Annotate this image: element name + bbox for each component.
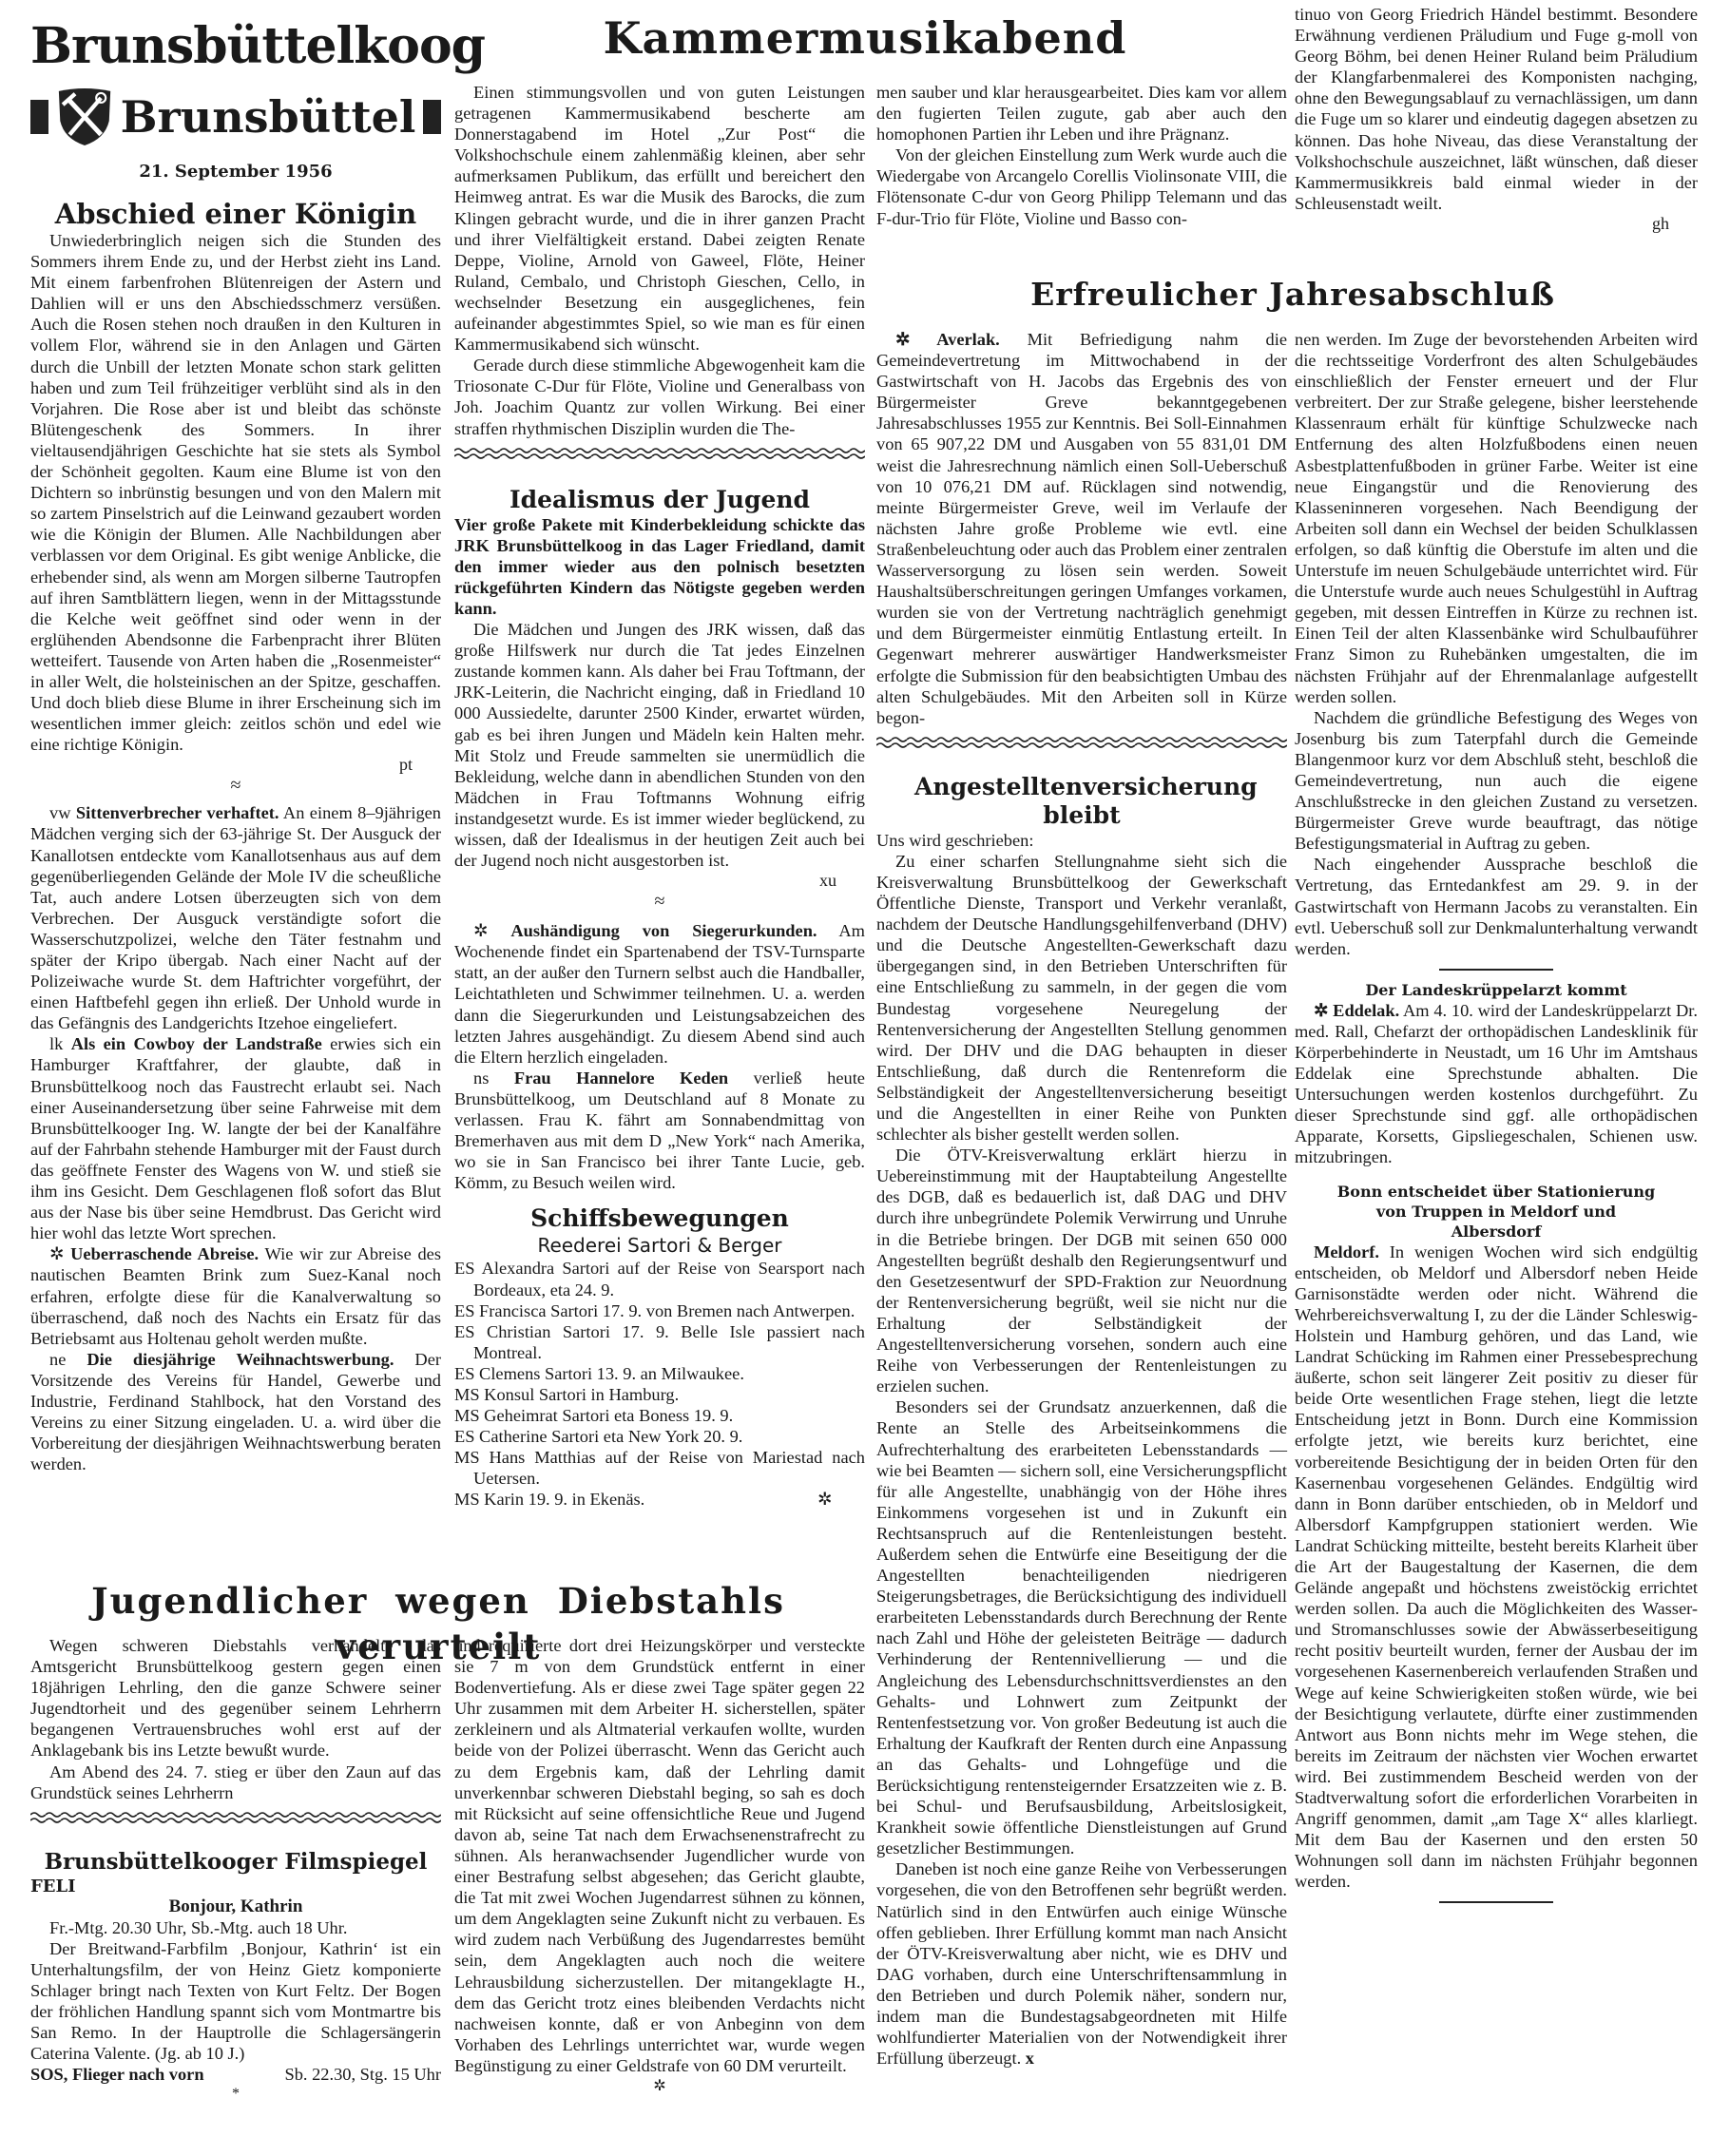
paragraph: nen werden. Im Zuge der bevorstehenden Arbeiten wird die rechtsseitige Vorderfront des alten Schulgebäudes einschließlich der Fenster erneuert und der Flur verbreitert. Der zur Straße gelegene, bisher leerstehende Klassenraum erhält für künftige Schulzwecke nach Entfernung des alten Holzfußbodens einen neuen Asbestplattenfußboden in grüner Farbe. Weiter ist eine neue Eingangstür und die Renovierung des Klasseninneren vorgesehen. Nach Beendigung der Arbeiten soll dann ein Wechsel der beiden Schulklassen erfolgen, so daß künftig die Oberstufe im alten und die Unterstufe im neuen Schulgebäude unterrichtet wird. Für die Unterstufe wurde auch neues Schulgestühl in Auftrag gegeben, mit dessen Eintreffen in Kürze zu rechnen ist. Einen Teil der alten Klassenbänke wird Schulbauführer Franz Simon zu Ruhebänken umgestalten, die im nächsten Frühjahr auf der Ehrenmalanlage aufgestellt werden sollen. — [1295, 330, 1698, 706]
paragraph: Von der gleichen Einstellung zum Werk wurde auch die Wiedergabe von Arcangelo Corellis Violinsonate VIII, die Flötensonate C-dur von Georg Philipp Telemann und das F-dur-Trio für Flöte, Violine und Basso con- — [876, 145, 1287, 228]
headline: Angestelltenversicherung bleibt — [914, 772, 1258, 829]
second-film: SOS, Flieger nach vorn Sb. 22.30, Stg. 15 Uhr — [30, 2065, 441, 2085]
signature: xu — [819, 871, 836, 891]
separator: ≈ — [230, 775, 241, 797]
headline: Kammermusikabend — [603, 12, 1127, 64]
paragraph: Die Mädchen und Jungen des JRK wissen, daß das große Hilfswerk nur durch die Tat jedes Einzelnen zustande kommen kann. Als daher bei Frau Toftmann, der JRK-Leiterin, die Nachricht einging, daß in Friedland 10 000 Aussiedelte, darunter 2500 Kinder, erwartet würden, gab es bei ihren Jungen und Mädeln kein Halten mehr. Mit Stolz und Freude sammelten sie unermüdlich die Bekleidung, welche dann in abendlichen Stunden von den Mädchen in Frau Toftmanns Wohnung eifrig instandgesetzt wurde. Es ist immer wieder beglückend, zu wissen, daß der Idealismus in der heutigen Zeit auch bei der Jugend noch nicht ausgestorben ist. — [454, 620, 865, 871]
ship-item: MS Konsul Sartori in Hamburg. — [454, 1384, 680, 1404]
signature: pt — [398, 755, 413, 775]
end-mark: ✲ — [653, 2077, 666, 2094]
separator: ≈ — [654, 891, 665, 913]
ship-item: ES Alexandra Sartori auf der Reise von Searsport nach Bordeaux, eta 24. 9. — [454, 1259, 865, 1299]
article-jugend-part2 — [454, 1635, 865, 2095]
paragraph: Gerade durch diese stimmliche Abgewogenheit kam die Triosonate C-Dur für Flöte, Violine und Generalbass von Joh. Joachim Quantz zur vollen Wirkung. Bei einer straffen rhythmischen Disziplin wurden die The- — [454, 356, 865, 438]
ship-item: ES Clemens Sartori 13. 9. an Milwaukee. — [454, 1363, 744, 1383]
paragraph: ✲ Eddelak. Am 4. 10. wird der Landeskrüppelarzt Dr. med. Rall, Chefarzt der orthopädischen Landesklinik für Körperbehinderte in Neustadt, um 16 Uhr im Amtshaus Eddelak eine Sprechstunde abhalten. Die Untersuchungen werden kostenlos durchgeführt. Zu dieser Sprechstunde sind ggf. alle orthopädischen Apparate, Korsetts, Gipsliegeschalen, Schienen usw. mitzubringen. — [1295, 1000, 1698, 1167]
paragraph: Meldorf. In wenigen Wochen wird sich endgültig entscheiden, ob Meldorf und Albersdorf neben Heide Garnisonstädte werden oder nicht. Während die Wehrbereichsverwaltung I, zu der die Länder Schleswig-Holstein und Hamburg gehören, und das Land, wie Landrat Schücking im Rahmen einer Pressebesprechung äußerte, schon seit längerer Zeit positiv zu dieser für beide Orte wesentlichen Frage stehen, liegt die letzte Entscheidung jetzt in Bonn. Durch eine Kommission erfolgte jetzt, wie bereits kurz berichtet, eine vorbereitende Besichtigung der in beiden Orten für den Kasernenbau vorgesehenen Geländes. Endgültig wird dann in Bonn darüber entschieden, ob in Meldorf und Albersdorf Kampfgruppen stationiert werden. Wie Landrat Schücking mitteilte, besteht bereits Klarheit über die Art der Baugestaltung der Kasernen, die dem Gelände angepaßt und höchstens zweistöckig errichtet werden sollen. Da auch die Möglichkeiten des Wasser- und Stromanschlusses sowie der Abwässerbeseitigung recht positiv beurteilt wurden, ferner der Ausbau der im vorgesehenen Kasernenbereich verlaufenden Straßen und Wege auf keine Schwierigkeiten stoßen würde, wie bei der Besichtigung verlautete, dürfte einer zustimmenden Antwort aus Bonn nichts mehr im Wege stehen, die bereits im Zeitraum der nächsten vier Wochen erwartet wird. Bei zustimmendem Bescheid werden von der Stadtverwaltung sofort die erforderlichen Vorarbeiten in Angriff genommen, damit „am Tage X“ alles klarliegt. Mit dem Bau der Kasernen und den ersten 50 Wohnungen soll dann im nächsten Frühjahr begonnen werden. — [1295, 1242, 1698, 1892]
subheadline: Reederei Sartori & Berger — [537, 1234, 782, 1258]
article-angestellten — [876, 773, 1287, 2069]
film-title: Bonjour, Kathrin — [168, 1896, 303, 1916]
column-2 — [454, 82, 865, 1511]
article-filmspiegel — [30, 1848, 441, 2103]
paragraph: Wegen schweren Diebstahls verhandelte das Amtsgericht Brunsbüttelkoog gestern gegen einen 18jährigen Lehrling, den die ganze Schwere seiner Jugendtorheit und des gegenüber seinem Lehrherrn begangenen Vertrauensbruches wohl erst auf der Anklagebank bis ins Letzte bewußt wurde. — [30, 1636, 441, 1761]
signature: x — [1025, 2049, 1034, 2069]
jahres-headline-block — [951, 274, 1635, 316]
column-4 — [1295, 329, 1698, 1913]
showtimes: Fr.-Mtg. 20.30 Uhr, Sb.-Mtg. auch 18 Uhr. — [49, 1917, 348, 1937]
intro: Uns wird geschrieben: — [876, 830, 1034, 850]
wavy-separator — [876, 736, 1287, 749]
headline: Der Landeskrüppelarzt kommt — [1365, 980, 1627, 999]
film-description: Der Breitwand-Farbfilm ‚Bonjour, Kathrin‘ ist ein Unterhaltungsfilm, der von Heinz Gietz komponierte Schlager bringt nach Texten von Kurt Feltz. Der Bogen der fröhlichen Handlung spannt sich vom Montmartre bis San Remo. In der Hauptrolle die Schlagersängerin Caterina Valente. (Jg. ab 10 J.) — [30, 1938, 441, 2064]
banner-right — [423, 100, 441, 134]
article-kammer-part2 — [876, 82, 1287, 229]
paragraph: Einen stimmungsvollen und von guten Leistungen getragenen Kammermusikabend bescherte am Donnerstagabend im Hotel „Zur Post“ die Volkshochschule einem zahlenmäßig kleinen, aber sehr aufmerksamen Publikum, das erfüllt und bereichert den Heimweg antrat. Es war die Musik des Barocks, die zum Klingen gebracht wurde, und die in ihrer ganzen Pracht und ihrer Vielfältigkeit erstand. Dabei zeigten Renate Deppe, Violine, Arnold von Gaweel, Flöte, Heiner Ruland, Cembalo, und Christoph Gieschen, Cello, in wechselnder Besetzung ein ausgeglichenes, fein aufeinander abgestimmtes Spiel, so wie man es für einen Kammermusikabend sich wünscht. — [454, 83, 865, 355]
headline: Erfreulicher Jahresabschluß — [1030, 276, 1555, 313]
article-jugend-part1 — [30, 1635, 441, 2103]
article-bonn — [1295, 1182, 1698, 1904]
headline: Abschied einer Königin — [54, 198, 417, 230]
briefs — [454, 920, 865, 1193]
divider — [1439, 969, 1553, 971]
news-item: vw Sittenverbrecher verhaftet. An einem 8–9jährigen Mädchen verging sich der 63-jährige St. Der Ausguck der Kanallotsen entdeckte vom Kanallotsenhaus aus auf dem gegenüberliegenden Gelände der Mole IV die scheußliche Tat, auch andere Lotsen überzeugten sich von dem Verbrechen. Der Ausguck verständigte sofort die Wasserschutzpolizei, welche den Täter festnahm und später der Kripo übergab. Nach einer Nacht auf der Polizeiwache wurde St. dem Haftrichter vorgeführt, der einen Haftbefehl gegen ihn erließ. Der Unhold wurde in das Gefängnis des Landgerichts Itzehoe eingeliefert. — [30, 803, 442, 1033]
news-item: ✲ Ueberraschende Abreise. Wie wir zur Abreise des nautischen Beamten Brink zum Suez-Kanal noch erfahren, erfolgte diese für die Kanalverwaltung so überraschend, daß noch des Nachts ein Ersatz für das Betriebsamt aus Holtenau geholt werden mußte. — [30, 1244, 441, 1348]
article-idealismus — [454, 486, 865, 914]
headline: Schiffsbewegungen — [530, 1204, 789, 1233]
signature: gh — [1652, 213, 1669, 233]
paragraph: Besonders sei der Grundsatz anzuerkennen, daß die Rente an Stelle des Arbeitseinkommens die Aufrechterhaltung des erarbeiteten Lebensstandards — wie bei Beamten — sichern soll, eine Versicherungspflicht für alle Angestellte, unabhängig von der Höhe ihres Einkommens vorgesehen ist und in Zukunft ein Rechtsanspruch auf die Rentenleistungen besteht. Außerdem sehen die Entwürfe eine Beseitigung der die Angestellten benachteiligenden niedrigeren Steigerungsbetrages, die Berücksichtigung des individuell erarbeiteten Lebensstandards durch Berechnung der Rente nach Zahl und Höhe der geleisteten Beiträge — dadurch Verhinderung der Rentennivellierung — und die Angleichung des Lebensdurchschnittsverdienstes an den Gehalts- und Lohnwert zum Zeitpunkt der Rentenfestsetzung vor. Von großer Bedeutung ist auch die Erhaltung der Kaufkraft der Renten durch eine Anpassung an das Gehalts- und Lohngefüge und die Berücksichtigung rentensteigernder Ersatzzeiten wie z. B. bei Schul- und Berufsausbildung, Arbeitslosigkeit, Krankheit sowie öffentliche Dienstleistungen auf Grund gesetzlicher Bestimmungen. — [876, 1397, 1287, 1858]
article-landeskrueppelarzt — [1295, 980, 1698, 1168]
news-item: ne Die diesjährige Weihnachtswerbung. Der Vorsitzende des Vereins für Handel, Gewerbe und Industrie, Ferdinand Stahlbock, hat den Vorstand des Vereins zu einer Sitzung eingeladen. U. a. wird über die Vorbereitung der diesjährigen Weihnachtswerbung beraten werden. — [30, 1349, 441, 1474]
paragraph: und requirierte dort drei Heizungskörper und versteckte sie 7 m von dem Grundstück entfernt in einer Bodenvertiefung. Als er diese zwei Tage später gegen 22 Uhr zusammen mit dem Arbeiter H. sicherstellen, später zerkleinern und als Altmaterial verkaufen wollte, wurden beide von der Polizei überrascht. Wenn das Gericht auch zu dem Ergebnis kam, daß der Lehrling damit unverkennbar schweren Diebstahl beging, so sah es doch mit Rücksicht auf seine offensichtliche Reue und Jugend davon ab, seine Tat nach dem Erwachsenenstrafrecht zu sühnen. Als heranwachsender Jugendlicher wurde von einer Bestrafung selbst abgesehen; das Gericht glaubte, die Tat mit zwei Wochen Jugendarrest sühnen zu können, um dem Angeklagten seine Zukunft nicht zu verbauen. Es wird zudem nach Verbüßung des Jugendarrestes bemüht sein, dem Angeklagten auch noch die weitere Lehrausbildung sicherzustellen. Der mitangeklagte H., dem das Gericht trotz eines bleibenden Verdachts nicht nachweisen konnte, daß er von Anbeginn von dem Vorhaben des Lehrlings unterrichtet war, wurde wegen Begünstigung zu einer Geldstrafe von 60 DM verurteilt. — [454, 1636, 865, 2075]
ship-item: MS Karin 19. 9. in Ekenäs. ✲ — [454, 1490, 833, 1510]
headline: Idealismus der Jugend — [509, 485, 811, 513]
masthead-subtitle: Brunsbüttel — [120, 91, 416, 143]
cinema-name: FELI — [30, 1876, 76, 1896]
paragraph: Am Abend des 24. 7. stieg er über den Zaun auf das Grundstück seines Lehrherrn — [30, 1761, 441, 1802]
headline: Brunsbüttelkooger Filmspiegel — [44, 1848, 428, 1875]
column-3 — [876, 329, 1287, 2069]
wavy-separator — [454, 447, 865, 460]
headline: Jugendlicher wegen Diebstahls verurteilt — [91, 1580, 785, 1667]
news-item: ✲ Aushändigung von Siegerurkunden. Am Wochenende findet ein Spartenabend der TSV-Turnsparte statt, an der außer den Turnern selbst auch die Handballer, Leichtathleten und Schwimmer teilnehmen. U. a. werden dann die Siegerurkunden und Leistungsabzeichen des letzten Jahres ausgehändigt. Zu diesem Abend sind auch die Eltern herzlich eingeladen. — [454, 921, 865, 1067]
paragraph: Die ÖTV-Kreisverwaltung erklärt hierzu in Uebereinstimmung mit der Hauptabteilung Angestellte des DGB, daß es bedauerlich ist, daß DAG und DHV durch ihre unbegründete Polemik Verwirrung und Unruhe in die Betriebe bringen. Der DGB mit seinen 650 000 Angestellten begrüßt deshalb den Regierungsentwurf und den Gesetzesentwurf der SPD-Fraktion zur Neuordnung der Rentenversicherung begrüßt, weil sie nicht nur die Erhaltung der Selbständigkeit der Angestelltenversicherung vorsehen, sondern auch eine Reihe von Verbesserungen der Rentenleistungen zu erzielen suchen. — [876, 1145, 1287, 1396]
ship-item: ES Christian Sartori 17. 9. Belle Isle passiert nach Montreal. — [454, 1321, 865, 1362]
kammer-headline-block — [532, 11, 1198, 65]
local-news — [30, 802, 441, 1474]
ship-item: ES Catherine Sartori eta New York 20. 9. — [454, 1427, 743, 1447]
ship-item: ES Francisca Sartori 17. 9. von Bremen nach Antwerpen. — [454, 1300, 856, 1320]
news-item: ns Frau Hannelore Keden verließ heute Brunsbüttelkoog, um Deutschland auf 8 Monate zu verlassen. Frau K. fährt am Sonnabendmittag von Bremerhaven aus mit dem D „New York“ nach Amerika, wo sie in San Francisco bei ihrer Tante Lucie, geb. Kömm, zu Besuch weilen wird. — [454, 1068, 865, 1193]
masthead — [30, 17, 486, 182]
end-mark: * — [232, 2085, 240, 2102]
ship-item: MS Hans Matthias auf der Reise von Mariestad nach Uetersen. — [454, 1448, 865, 1489]
banner-left — [30, 100, 48, 134]
article-abschied — [30, 198, 441, 1474]
divider — [1439, 1901, 1553, 1903]
issue-date: 21. September 1956 — [139, 162, 333, 182]
paragraph: Zu einer scharfen Stellungnahme sieht sich die Kreisverwaltung Brunsbüttelkoog der Gewerkschaft Öffentliche Dienste, Transport und Verkehr veranlaßt, nachdem der Deutsche Handlungsgehilfenverband (DHV) und die Deutsche Angestellten-Gewerkschaft dazu übergegangen sind, in den Betrieben Unterschriften für eine Entschließung zu sammeln, in der gegen die vom Bundestag vorgesehene Neuregelung der Rentenversicherung der Angestellten Stellung genommen wird. Der DHV und die DAG behaupten in dieser Entschließung, daß durch die Rentenreform die Selbständigkeit der Angestelltenversicherung beseitigt und die Angestellten in einer Reihe von Punkten schlechter als bisher gestellt werden sollen. — [876, 851, 1287, 1145]
wavy-separator — [30, 1811, 441, 1824]
paragraph: Unwiederbringlich neigen sich die Stunden des Sommers ihrem Ende zu, und der Herbst zieht ins Land. Mit einem farbenfrohen Blütenreigen der Astern und Dahlien will er uns den Abschiedsschmerz versüßen. Auch die Rosen stehen noch draußen in den Kulturen in vollem Flor, während sie in den Anlagen und Gärten durch die Unbill der letzten Monate schon stark gelitten haben und zum Teil frühzeitiger verblüht sind als in den Vorjahren. Die Rose aber ist und bleibt das schönste Blütengeschenk des Sommers. In ihrer vieltausendjährigen Geschichte hat sie stets als Symbol der Schönheit gegolten. Kaum eine Blume ist von den Dichtern so inbrünstig besungen und von den Malern mit so zartem Pinselstrich auf die Leinwand gezaubert worden wie die Königin der Blumen. Alle Nachbildungen aber verblassen vor dem Original. Es gibt wenige Anblicke, die erhebender sind, als wenn am Morgen silberne Tautropfen auf ihren Samtblättern liegen, wenn in der Mittagsstunde die Kelche weit geöffnet sind oder wenn in der erglühenden Abendsonne die Farbenpracht ihrer Blüten wetteifert. Tausende von Arten haben die „Rosenmeister“ in aller Welt, die holsteinischen an der Spitze, geschaffen. Und doch blieb diese Blume in ihrer Erscheinung sich im wesentlichen immer gleich: zeitlos schön und edel wie eine richtige Königin. — [30, 231, 441, 755]
lead: Vier große Pakete mit Kinderbekleidung schickte das JRK Brunsbüttelkoog in das Lager Friedland, damit den immer wieder aus den polnisch besetzten rückgeführten Kindern das Nötigste gegeben werden kann. — [454, 514, 865, 618]
paragraph: men sauber und klar herausgearbeitet. Dies kam vor allem den fugierten Teilen zugute, gab aber auch den homophonen Partien ihr Leben und ihre Prägnanz. — [876, 83, 1287, 144]
paragraph: Nach eingehender Aussprache beschloß die Vertretung, das Erntedankfest am 29. 9. in der Gastwirtschaft von Hermann Jacobs zu veranstalten. Ein evtl. Ueberschuß soll zur Denkmalunterhaltung verwandt werden. — [1295, 855, 1698, 958]
news-item: lk Als ein Cowboy der Landstraße erwies sich ein Hamburger Kraftfahrer, der glaubte, daß in Brunsbüttelkoog noch das Faustrecht erlaubt sei. Nach einer Auseinandersetzung über seine Fahrweise mit dem Brunsbüttelkooger Ing. W. langte der bei der Kanalfähre auf der Fahrbahn stehende Hamburger mit der Faust durch das geöffnete Fenster des Wagens von W. und stieß sie ihm ins Gesicht. Dem Geschlagenen floß sofort das Blut aus der Nase bis über seine Hemdbrust. Das Gericht wird hier wohl das letzte Wort sprechen. — [30, 1034, 441, 1243]
masthead-title: Brunsbüttelkoog — [30, 17, 486, 75]
article-kammer-part1 — [454, 82, 865, 439]
ship-item: MS Geheimrat Sartori eta Boness 19. 9. — [454, 1406, 734, 1426]
coat-of-arms-icon — [56, 75, 113, 159]
paragraph: tinuo von Georg Friedrich Händel bestimmt. Besondere Erwähnung verdienen Präludium und Fuge g-moll von Georg Böhm, bei denen Heiner Ruland beim Präludium der Klangfarbenmalerei des Komponisten nachging, ohne den Bewegungsablauf zu vernachlässigen, um dann die Fuge um so klarer und eindeutig dagegen absetzen zu können. Das hohe Niveau, das diese Veranstaltung der Volkshochschule auszeichnet, läßt wünschen, daß dieser Kammermusikkreis bald einmal wieder in der Schleusenstadt weilt. — [1295, 5, 1698, 213]
paragraph: ✲ Averlak. Mit Befriedigung nahm die Gemeindevertretung im Mittwochabend in der Gastwirtschaft von H. Jacobs das Ergebnis des von Bürgermeister Greve bekanntgegebenen Jahresabschlusses 1955 zur Kenntnis. Bei Soll-Einnahmen von 65 907,22 DM und Ausgaben von 55 831,01 DM weist die Jahresrechnung nämlich einen Soll-Ueberschuß von 10 076,21 DM auf. Rücklagen sind notwendig, meinte Bürgermeister Greve, weil im Verlaufe der nächsten Jahre große Probleme wie evtl. eine Straßenbeleuchtung oder auch das Problem einer zentralen Wasserversorgung zu lösen sein werden. Soweit Haushaltsüberschreitungen geringen Umfanges vorkamen, wurden sie von der Vertretung nachträglich genehmigt und dem Bürgermeister einmütig Entlastung erteilt. In Gegenwart mehrerer auswärtiger Handwerksmeister erfolgte die Submission für den beabsichtigten Umbau des alten Schulgebäudes. Mit den Arbeiten soll in Kürze begon- — [876, 330, 1288, 727]
paragraph: Nachdem die gründliche Befestigung des Weges von Josenburg bis zum Taterpfahl durch die Gemeinde Blangenmoor kurz vor dem Abschluß steht, beschloß die Gemeindevertretung, nun auch die eigene Anschlußstrecke in den gleichen Zustand zu versetzen. Bürgermeister Greve wurde beauftragt, das nötige Befestigungsmaterial in Auftrag zu geben. — [1295, 707, 1698, 854]
article-schiffsbewegungen — [454, 1204, 865, 1510]
paragraph: Daneben ist noch eine ganze Reihe von Verbesserungen vorgesehen, die von den Betroffenen sehr begrüßt werden. Natürlich sind in den Entwürfen auch einige Wünsche offen geblieben. Ihrer Erfüllung kommt man nach Ansicht der ÖTV-Kreisverwaltung aber nicht, wie es DHV und DAG vorhaben, durch eine Unterschriftensammlung in den Betrieben und durch Polemik näher, sondern nur, indem man die Bundestagsabgeordneten mit Hilfe wohlfundierter Materialien von der Notwendigkeit ihrer Erfüllung überzeugt. x — [876, 1859, 1287, 2069]
headline: Bonn entscheidet über Stationierung von Truppen in Meldorf und Albersdorf — [1336, 1182, 1656, 1241]
article-kammer-part3 — [1295, 4, 1698, 234]
